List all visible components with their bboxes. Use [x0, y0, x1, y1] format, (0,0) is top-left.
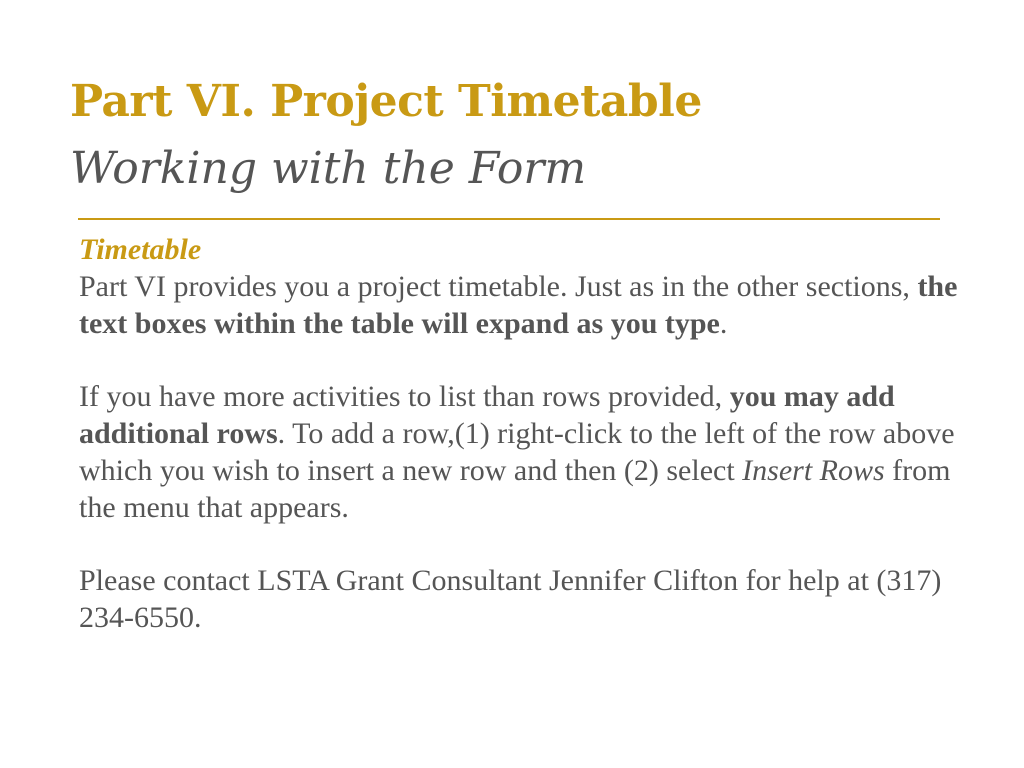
paragraph-add-rows-text: If you have more activities to list than rows provided,: [79, 380, 730, 414]
paragraph-intro-text: Part VI provides you a project timetable. Just as in the other sections,: [79, 269, 918, 303]
paragraph-add-rows-end: from the menu that appears.: [79, 453, 951, 524]
slide-title: Part VI. Project Timetable: [70, 76, 702, 127]
paragraph-intro-end: .: [719, 306, 728, 340]
slide-body: [79, 232, 959, 637]
paragraph-contact: Please contact LSTA Grant Consultant Jennifer Clifton for help at (317) 234-6550.: [79, 564, 942, 634]
paragraph-intro-emphasis: the text boxes within the table will expand as you type: [79, 269, 958, 340]
insert-rows-term: Insert Rows: [742, 453, 885, 487]
paragraph-add-rows: [79, 379, 959, 526]
paragraph-add-rows-emphasis: you may add additional rows: [79, 380, 895, 450]
section-heading: Timetable: [79, 233, 202, 266]
slide-subtitle: Working with the Form: [70, 143, 587, 194]
paragraph-intro: [79, 269, 959, 343]
paragraph-spacer: [79, 526, 959, 563]
paragraph-spacer: [79, 342, 959, 379]
paragraph-add-rows-instructions: . To add a row,(1) right-click to the left of the row above which you wish to insert a new row and then (2) select: [79, 416, 955, 487]
title-divider: [78, 218, 940, 220]
